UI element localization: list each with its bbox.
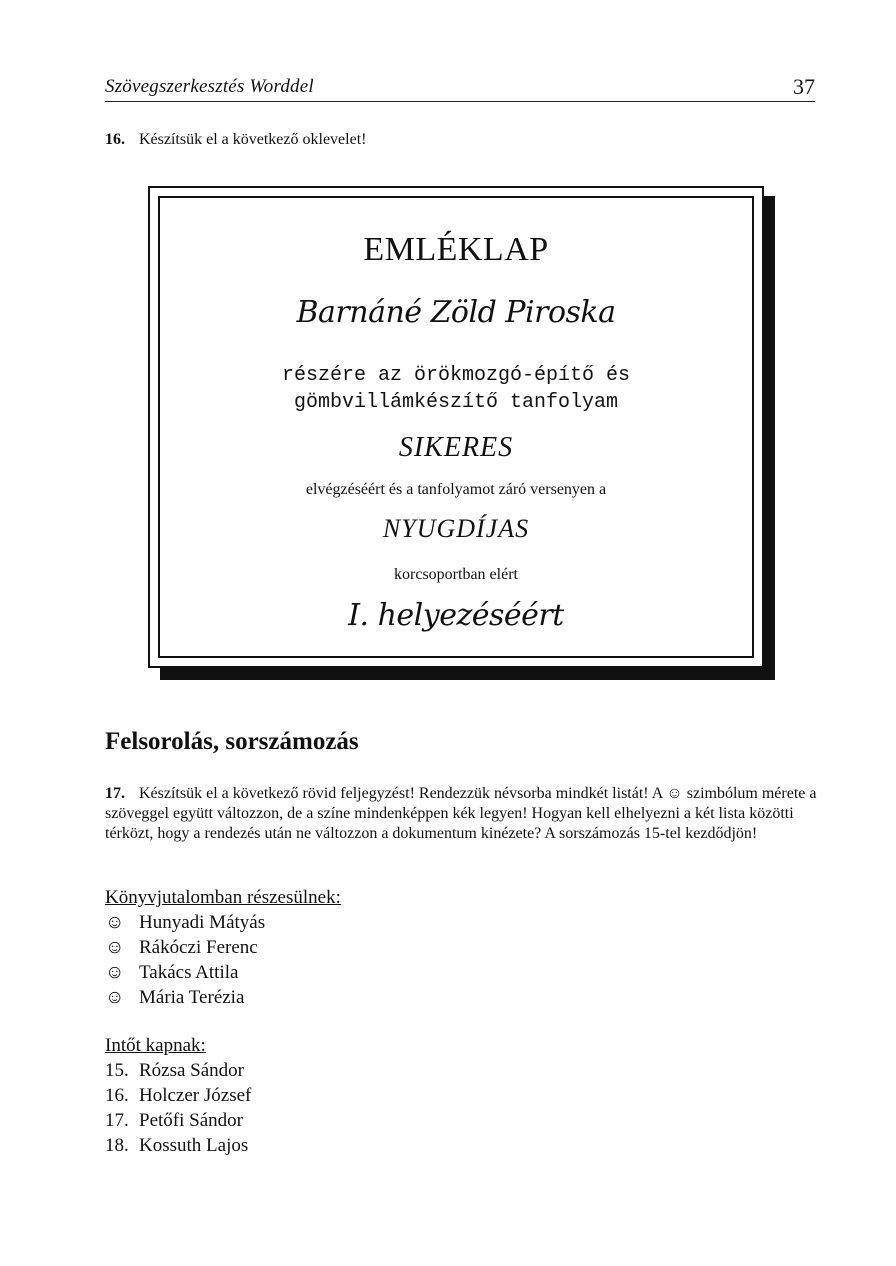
certificate-course-line-1: részére az örökmozgó-építő és	[281, 364, 631, 387]
list-item-text: Petőfi Sándor	[139, 1110, 243, 1131]
list-number: 18.	[105, 1135, 129, 1156]
smiley-icon: ☺	[105, 962, 125, 983]
list-item	[105, 960, 265, 985]
list-item-text: Takács Attila	[139, 962, 239, 983]
list-item-text: Holczer József	[139, 1085, 252, 1106]
task-text: Készítsük el a következő rövid feljegyzést! Rendezzük névsorba mindkét listát! A ☺ szimbólum mérete a szöveggel együtt változzon, de a színe mindenképpen kék legyen! Hogyan kell elhelyezni a két lista közötti térközt, hogy a rendezés után ne változzon a dokumentum kinézete? A sorszámozás 15-tel kezdődjön!	[105, 785, 817, 842]
list-number: 15.	[105, 1060, 129, 1081]
list-item	[105, 1083, 251, 1108]
list-item-text: Rózsa Sándor	[139, 1060, 245, 1081]
certificate	[148, 186, 764, 668]
list-1-heading: Könyvjutalomban részesülnek:	[105, 887, 341, 908]
list-number: 17.	[105, 1110, 129, 1131]
list-item	[105, 935, 265, 960]
certificate-text-2: korcsoportban elért	[394, 566, 518, 583]
task-16	[105, 130, 366, 150]
list-item-text: Hunyadi Mátyás	[139, 912, 266, 933]
certificate-inner-frame	[158, 196, 754, 658]
certificate-heading: EMLÉKLAP	[363, 231, 549, 268]
list-item-text: Kossuth Lajos	[139, 1135, 249, 1156]
certificate-decorated-word-1: SIKERES	[398, 432, 514, 463]
task-number: 17.	[105, 785, 125, 802]
certificate-text-1: elvégzéséért és a tanfolyamot záró versenyen a	[305, 481, 607, 498]
list-number: 16.	[105, 1085, 129, 1106]
certificate-decorated-word-2: NYUGDÍJAS	[382, 514, 530, 543]
list-item	[105, 1058, 251, 1083]
running-title: Szövegszerkesztés Worddel	[105, 76, 314, 97]
list-item	[105, 1133, 251, 1158]
list-2-heading: Intőt kapnak:	[105, 1035, 206, 1056]
list-item-text: Rákóczi Ferenc	[139, 937, 258, 958]
smiley-icon: ☺	[105, 987, 125, 1008]
numbered-list	[105, 1058, 251, 1158]
task-number: 16.	[105, 131, 125, 148]
certificate-recipient: Barnáné Zöld Piroska	[296, 295, 616, 330]
bullet-list	[105, 910, 265, 1010]
section-title: Felsorolás, sorszámozás	[105, 728, 359, 755]
list-item	[105, 985, 265, 1010]
smiley-icon: ☺	[105, 912, 125, 933]
task-text: Készítsük el a következő oklevelet!	[139, 131, 367, 148]
list-item	[105, 910, 265, 935]
certificate-rank: I. helyezéséért	[348, 598, 564, 633]
list-item	[105, 1108, 251, 1133]
certificate-course-line-2: gömbvillámkészítő tanfolyam	[293, 391, 619, 414]
smiley-icon: ☺	[105, 937, 125, 958]
task-17	[105, 784, 817, 844]
page-number: 37	[793, 74, 815, 99]
list-item-text: Mária Terézia	[139, 987, 245, 1008]
page-header	[105, 76, 815, 102]
